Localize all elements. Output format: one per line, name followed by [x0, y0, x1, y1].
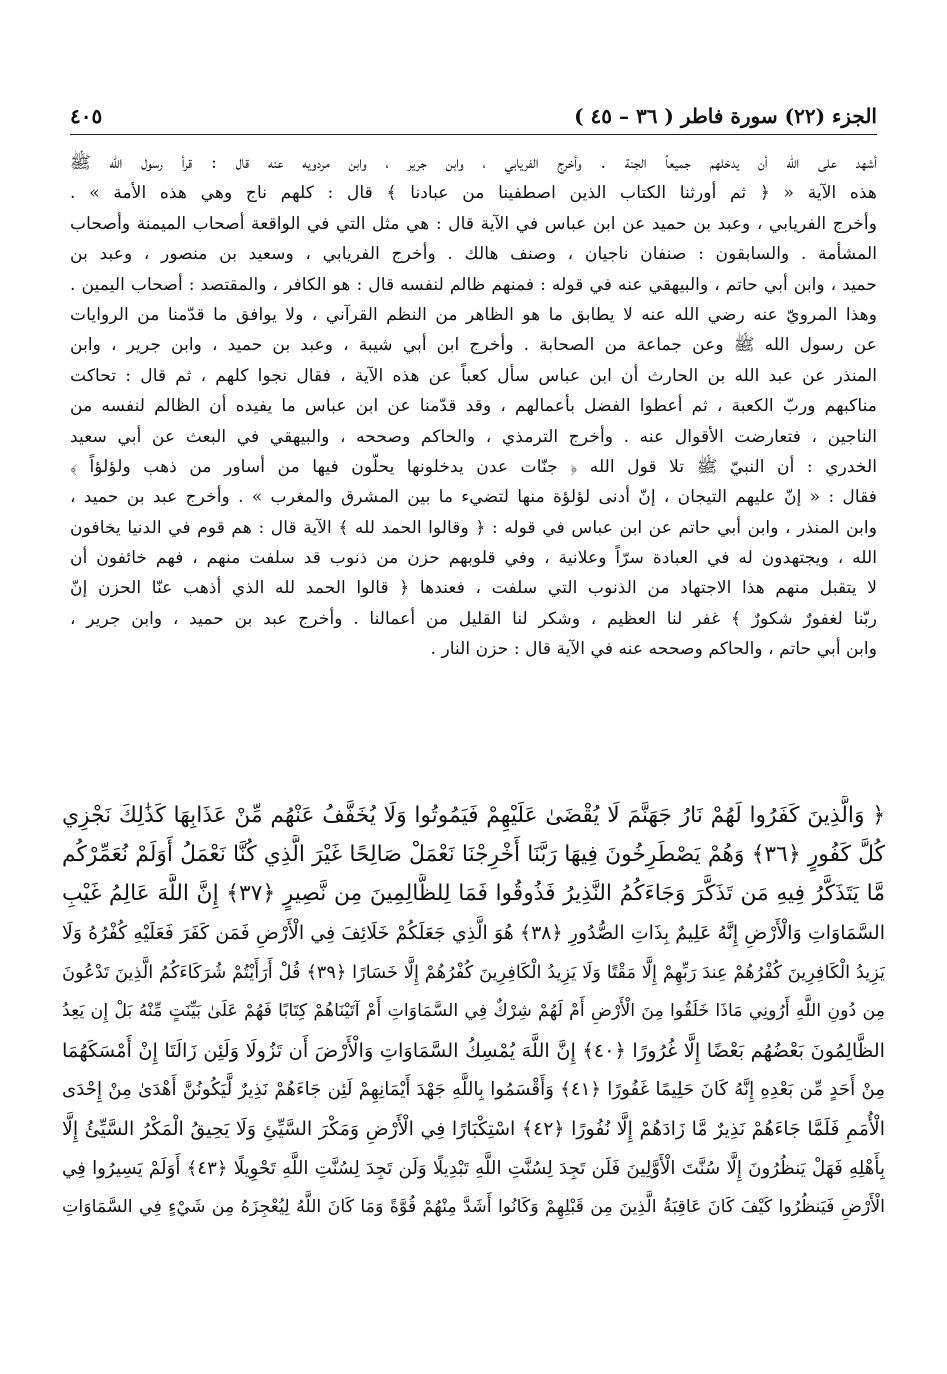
verse-line: يَزِيدُ الْكَافِرِينَ كُفْرُهُمْ عِندَ رَبِّهِمْ إِلَّا مَقْتًا وَلَا يَزِيدُ الْكَافِرِينَ كُفْرُهُمْ إِلَّا خَسَارًا ﴿٣٩﴾ قُلْ أَرَأَيْتُمْ شُرَكَاءَكُمُ الَّذِينَ تَدْعُونَ — [62, 961, 885, 983]
commentary-line: ربّنا لغفورٌ شكورٌ ﴾ غفر لنا العظيم ، وشكر لنا القليل من أعمالنا . وأخرج عبد بن حميد ، وابن جرير ، — [70, 608, 877, 629]
commentary-line: حميد ، وابن أبي حاتم ، والبيهقي عنه في قوله : فمنهم ظالم لنفسه قال : هو الكافر ، والمقتصد : أصحاب اليمين . — [70, 274, 877, 295]
commentary-line: عن رسول الله ﷺ وعن جماعة من الصحابة . وأخرج ابن أبي شيبة ، وعبد بن حميد ، وابن جرير ، وابن — [70, 335, 877, 356]
commentary-line: لا يتقبل منهم هذا الاجتهاد من الذنوب التي سلفت ، فعندها ﴿ قالوا الحمد لله الذي أذهب عنّا الحزن إنّ — [70, 578, 877, 599]
running-title: الجزء (٢٢) سورة فاطر ( ٣٦ – ٤٥ ) — [574, 104, 877, 128]
verse-line: بِأَهْلِهِ فَهَلْ يَنظُرُونَ إِلَّا سُنَّتَ الْأَوَّلِينَ فَلَن تَجِدَ لِسُنَّتِ اللَّهِ تَبْدِيلًا وَلَن تَجِدَ لِسُنَّتِ اللَّهِ تَحْوِيلًا ﴿٤٣﴾ أَوَلَمْ يَسِيرُوا فِي — [62, 1157, 885, 1179]
commentary-line: الناجين ، فتعارضت الأقوال عنه . وأخرج الترمذي ، والحاكم وصححه ، والبيهقي في البعث عن أبي سعيد — [70, 426, 877, 447]
verse-line: الظَّالِمُونَ بَعْضُهُم بَعْضًا إِلَّا غُرُورًا ﴿٤٠﴾ إِنَّ اللَّهَ يُمْسِكُ السَّمَاوَاتِ وَالْأَرْضَ أَن تَزُولَا وَلَئِن زَالَتَا إِنْ أَمْسَكَهُمَا — [62, 1039, 885, 1063]
commentary-line: المشأمة . والسابقون : صنفان ناجيان ، وصنف هالك . وأخرج الفريابي ، وسعيد بن منصور ، وعبد بن — [70, 244, 877, 265]
verse-line: مِن دُونِ اللَّهِ أَرُونِي مَاذَا خَلَقُوا مِنَ الْأَرْضِ أَمْ لَهُمْ شِرْكٌ فِي السَّمَاوَاتِ أَمْ آتَيْنَاهُمْ كِتَابًا فَهُمْ عَلَىٰ بَيِّنَتٍ مِّنْهُ بَلْ إِن يَعِدُ — [62, 1000, 885, 1021]
verse-line: مَّا يَتَذَكَّرُ فِيهِ مَن تَذَكَّرَ وَجَاءَكُمُ النَّذِيرُ فَذُوقُوا فَمَا لِلظَّالِمِينَ مِن نَّصِيرٍ ﴿٣٧﴾ إِنَّ اللَّهَ عَالِمُ غَيْبِ — [62, 881, 885, 907]
commentary-line: مناكبهم وربّ الكعبة ، ثم أعطوا الفضل بأعمالهم ، وقد قدّمنا عن ابن عباس ما يفيده أن الظالم لنفسه من — [70, 396, 877, 417]
verse-line: ﴿ وَالَّذِينَ كَفَرُوا لَهُمْ نَارُ جَهَنَّمَ لَا يُقْضَىٰ عَلَيْهِمْ فَيَمُوتُوا وَلَا يُخَفَّفُ عَنْهُم مِّنْ عَذَابِهَا كَذَٰلِكَ نَجْزِي — [62, 803, 885, 828]
verse-line: مِنْ أَحَدٍ مِّن بَعْدِهِ إِنَّهُ كَانَ حَلِيمًا غَفُورًا ﴿٤١﴾ وَأَقْسَمُوا بِاللَّهِ جَهْدَ أَيْمَانِهِمْ لَئِن جَاءَهُمْ نَذِيرٌ لَّيَكُونُنَّ أَهْدَىٰ مِنْ إِحْدَى — [62, 1079, 885, 1101]
commentary-line: هذه الآية « ﴿ ثم أورثنا الكتاب الذين اصطفينا من عبادنا ﴾ قال : كلهم ناج وهي هذه الأمة » . — [70, 183, 877, 204]
verse-line: الْأَرْضِ فَيَنظُرُوا كَيْفَ كَانَ عَاقِبَةُ الَّذِينَ مِن قَبْلِهِمْ وَكَانُوا أَشَدَّ مِنْهُمْ قُوَّةً وَمَا كَانَ اللَّهُ لِيُعْجِزَهُ مِن شَيْءٍ فِي السَّمَاوَاتِ — [62, 1196, 885, 1217]
verse-line: كُلَّ كَفُورٍ ﴿٣٦﴾ وَهُمْ يَصْطَرِخُونَ فِيهَا رَبَّنَا أَخْرِجْنَا نَعْمَلْ صَالِحًا غَيْرَ الَّذِي كُنَّا نَعْمَلُ أَوَلَمْ نُعَمِّرْكُم — [62, 842, 885, 868]
page-number: ٤٠٥ — [70, 104, 103, 128]
commentary-line: الله ، ويجتهدون له في العبادة سرّاً وعلانية ، وفي قلوبهم حزن من ذنوب قد سلفت منهم ، فهم خائفون أن — [70, 548, 877, 569]
commentary-line: فقال : « إنّ عليهم التيجان ، إنّ أدنى لؤلؤة منها لتضيء ما بين المشرق والمغرب » . وأخرج عبد بن حميد ، — [70, 487, 877, 508]
commentary-line: وابن المنذر ، وابن أبي حاتم عن ابن عباس في قوله : ﴿ وقالوا الحمد لله ﴾ الآية قال : هم قوم في الدنيا يخافون — [70, 517, 877, 538]
commentary-text — [70, 148, 877, 665]
commentary-line: المنذر عن عبد الله بن الحارث أن ابن عباس سأل كعباً عن هذه الآية ، فقال نجوا كلهم ، ثم قال : تحاكت — [70, 365, 877, 386]
verse-line: السَّمَاوَاتِ وَالْأَرْضِ إِنَّهُ عَلِيمٌ بِذَاتِ الصُّدُورِ ﴿٣٨﴾ هُوَ الَّذِي جَعَلَكُمْ خَلَائِفَ فِي الْأَرْضِ فَمَن كَفَرَ فَعَلَيْهِ كُفْرُهُ وَلَا — [62, 921, 885, 944]
commentary-line: وابن أبي حاتم ، والحاكم وصححه عنه في الآية قال : حزن النار . — [430, 639, 877, 660]
page-header — [70, 100, 877, 134]
verse-line: الْأُمَمِ فَلَمَّا جَاءَهُمْ نَذِيرٌ مَّا زَادَهُمْ إِلَّا نُفُورًا ﴿٤٢﴾ اسْتِكْبَارًا فِي الْأَرْضِ وَمَكْرَ السَّيِّئِ وَلَا يَحِيقُ الْمَكْرُ السَّيِّئُ إِلَّا — [62, 1117, 885, 1140]
commentary-line: وهذا المرويّ عنه رضي الله عنه لا يطابق ما هو الظاهر من النظم القرآني ، ولا يوافق ما قدّمنا من الروايات — [70, 304, 877, 325]
quran-verses — [62, 796, 885, 1227]
commentary-line: الخدري : أن النبيّ ﷺ تلا قول الله ﴿ جنّات عدن يدخلونها يحلّون فيها من أساور من ذهب ولؤلؤاً ﴾ — [70, 456, 877, 477]
commentary-line: أشهد على الله أن يدخلهم جميعاً الجنة . وأخرج الفريابي ، وابن جرير ، وابن مردويه عنه قال : قرأ رسول الله ﷺ — [70, 153, 877, 173]
commentary-line: وأخرج الفريابي ، وعبد بن حميد عن ابن عباس في الآية قال : هي مثل التي في الواقعة أصحاب الميمنة وأصحاب — [70, 213, 877, 234]
header-divider — [70, 134, 877, 135]
